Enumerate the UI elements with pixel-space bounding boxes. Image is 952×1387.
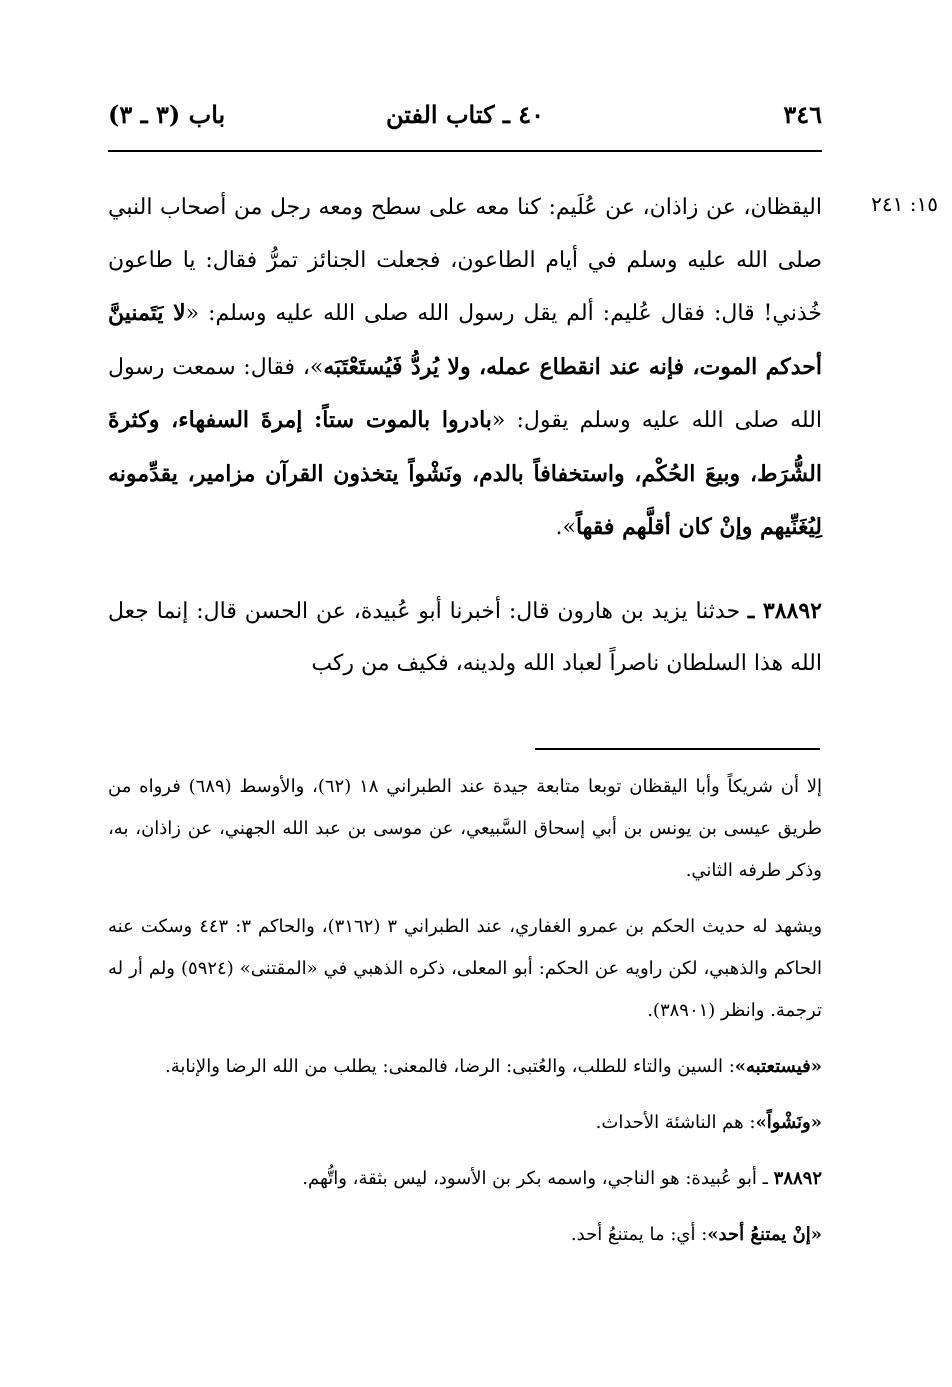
footnote-term: «إنْ يمتنعُ أحد» [707, 1224, 822, 1245]
hadith-text: اليقظان، عن زاذان، عن عُلَيم: كنا معه على سطح ومعه رجل من أصحاب النبي صلى الله عليه وسلم في أيام الطاعون، فجعلت الجنائز تمرُّ فقال: يا طاعون خُذني! قال: فقال عُليم: ألم يقل رسول الله صلى الله عليه وسلم: « [108, 195, 823, 326]
hadith-text: »، فقال: سمعت رسول الله صلى الله عليه وسلم يقول: « [108, 354, 822, 433]
book-title: ٤٠ ـ كتاب الفتن [385, 100, 545, 129]
page-number: ٣٤٦ [783, 100, 822, 129]
footnote [108, 1214, 822, 1256]
hadith-number: ٣٨٨٩٢ ـ [747, 597, 822, 624]
header-divider [108, 150, 822, 152]
hadith-text: ». [555, 515, 576, 540]
footnote [108, 1158, 822, 1200]
footnote-term: «ونَشْواً» [755, 1112, 822, 1133]
footnote: ويشهد له حديث الحكم بن عمرو الغفاري، عند الطبراني ٣ (٣١٦٢)، والحاكم ٣: ٤٤٣ وسكت عنه الحاكم والذهبي، لكن راويه عن الحكم: أبو المعلى، ذكره الذهبي في «المقتنى» (٥٩٢٤) ولم أر له ترجمة. وانظر (٣٨٩٠١). [108, 916, 823, 1021]
footnote: إلا أن شريكاً وأبا اليقظان توبعا متابعة جيدة عند الطبراني ١٨ (٦٢)، والأوسط (٦٨٩) فرواه من طريق عيسى بن يونس بن أبي إسحاق السَّبيعي، عن موسى بن عبد الله الجهني، عن زاذان، به، وذكر طرفه الثاني. [108, 776, 822, 881]
prophetic-quote: لا يَتَمنينَّ أحدكم الموت، فإنه عند انقطاع عمله، ولا يُردُّ فَيُستَعْتَبَه [108, 300, 822, 380]
hadith-paragraph-2 [108, 585, 822, 691]
margin-reference: ١٥: ٢٤١ [871, 192, 938, 216]
page-header [108, 100, 822, 140]
footnote-text: : السين والتاء للطلب، والعُتبى: الرضا، فالمعنى: يطلب من الله الرضا والإنابة. [165, 1056, 735, 1077]
footnotes [108, 766, 822, 1270]
footnote-divider [535, 748, 820, 750]
footnote-text: ـ أبو عُبيدة: هو الناجي، واسمه بكر بن الأسود، ليس بثقة، واتُّهم. [302, 1168, 774, 1189]
footnote [108, 1046, 822, 1088]
chapter-label: باب (٣ ـ ٣) [108, 100, 226, 129]
hadith-paragraph-1 [108, 182, 822, 555]
hadith-text: حدثنا يزيد بن هارون قال: أخبرنا أبو عُبيدة، عن الحسن قال: إنما جعل الله هذا السلطان ناصراً لعباد الله ولدينه، فكيف من ركب [108, 598, 822, 676]
footnote-term: ٣٨٨٩٢ [773, 1168, 822, 1189]
main-text [108, 182, 822, 691]
footnote-text: : أي: ما يمتنعُ أحد. [570, 1224, 708, 1245]
prophetic-quote: بادروا بالموت ستاً: إمرةَ السفهاء، وكثرةَ الشُّرَط، وبيعَ الحُكْم، واستخفافاً بالدم، ونَشْواً يتخذون القرآن مزامير، يقدِّمونه لِيُغَنِّيهم وإنْ كان أقلَّهم فقهاً [108, 407, 822, 540]
footnote-term: «فيستعتبه» [734, 1056, 822, 1077]
footnote [108, 1102, 822, 1144]
footnote-text: : هم الناشئة الأحداث. [595, 1112, 756, 1133]
